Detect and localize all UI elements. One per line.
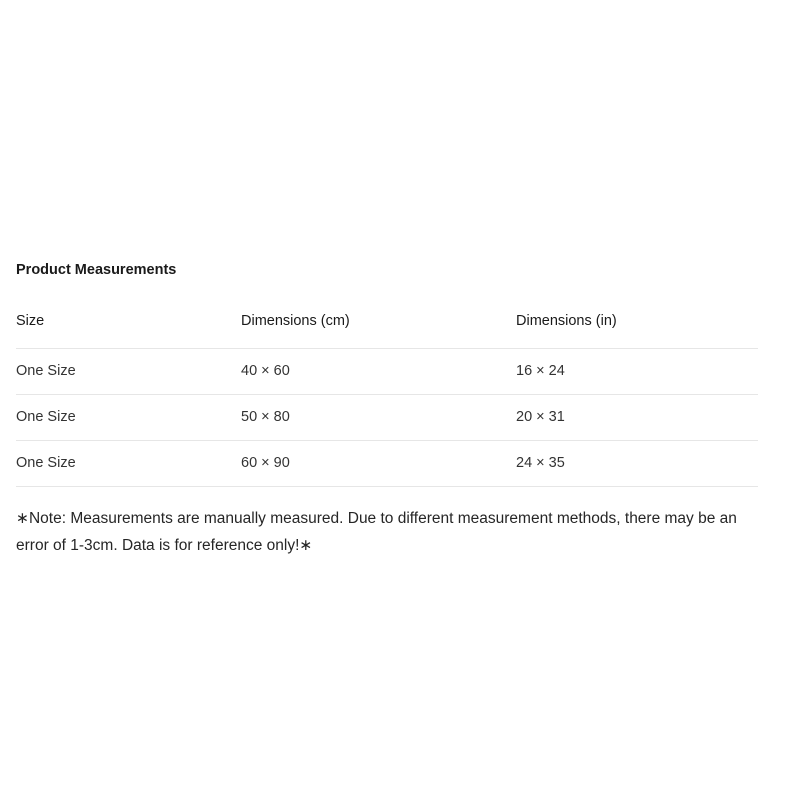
cell-dimensions-cm: 50 × 80 <box>241 395 516 441</box>
table-row <box>16 349 758 395</box>
header-dimensions-cm: Dimensions (cm) <box>241 312 516 349</box>
product-measurements-section <box>16 260 758 559</box>
section-title: Product Measurements <box>16 262 177 278</box>
measurements-table <box>16 312 758 487</box>
table-row <box>16 441 758 487</box>
header-size: Size <box>16 312 241 349</box>
cell-dimensions-in: 16 × 24 <box>516 349 758 395</box>
cell-size: One Size <box>16 395 241 441</box>
cell-dimensions-in: 20 × 31 <box>516 395 758 441</box>
cell-dimensions-cm: 40 × 60 <box>241 349 516 395</box>
cell-dimensions-cm: 60 × 90 <box>241 441 516 487</box>
table-row <box>16 395 758 441</box>
header-dimensions-in: Dimensions (in) <box>516 312 758 349</box>
cell-size: One Size <box>16 349 241 395</box>
cell-dimensions-in: 24 × 35 <box>516 441 758 487</box>
cell-size: One Size <box>16 441 241 487</box>
measurement-note: ∗Note: Measurements are manually measured. Due to different measurement methods, there may be an error of 1-3cm. Data is for reference only!∗ <box>16 510 737 554</box>
table-header-row <box>16 312 758 349</box>
